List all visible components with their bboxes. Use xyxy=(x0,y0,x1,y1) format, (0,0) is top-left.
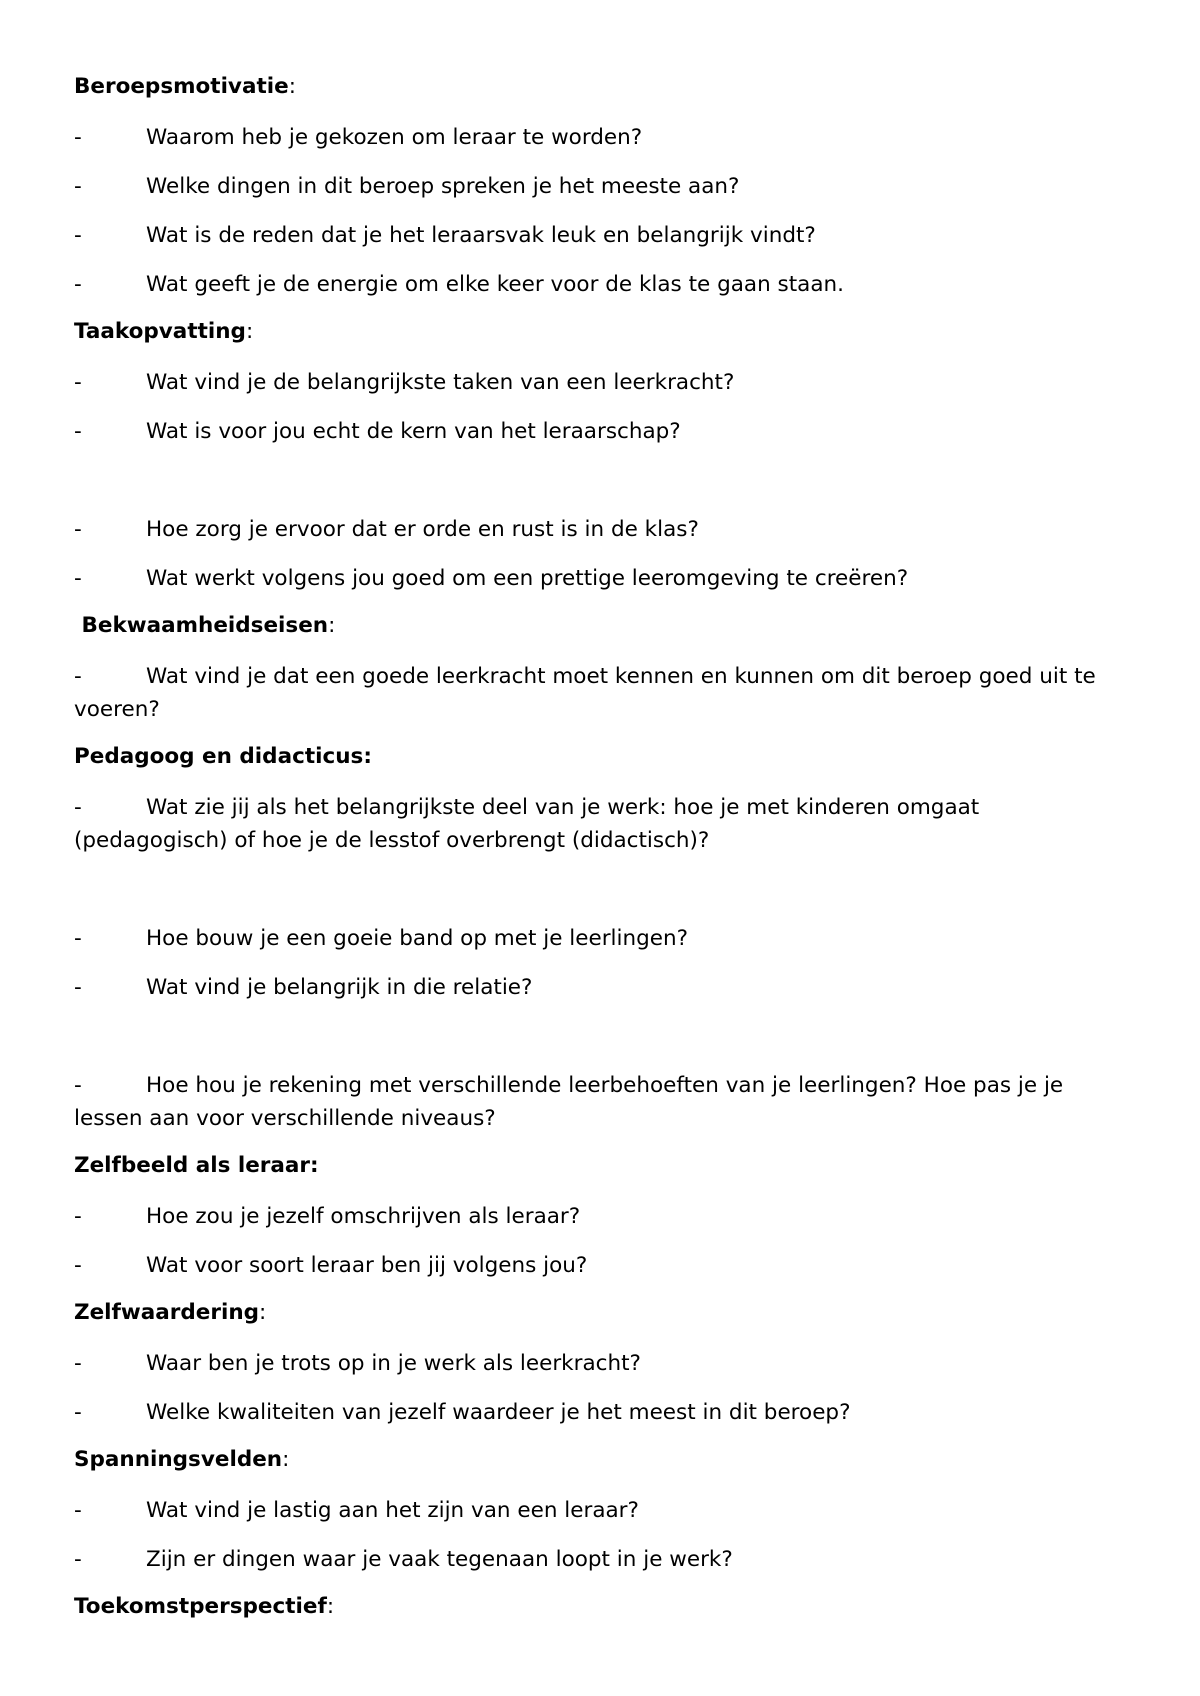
section-heading-zelfwaardering xyxy=(74,1298,266,1328)
item-text: Waar ben je trots op in je werk als leerkracht? xyxy=(146,1351,641,1376)
item-text: Hoe zou je jezelf omschrijven als leraar? xyxy=(146,1204,581,1229)
item-text: Wat vind je de belangrijkste taken van een leerkracht? xyxy=(146,370,735,395)
item-text: Wat vind je belangrijk in die relatie? xyxy=(146,975,533,1000)
list-item xyxy=(74,219,1134,252)
list-item xyxy=(74,1494,1134,1527)
list-item xyxy=(74,415,1134,448)
list-item xyxy=(74,971,1134,1004)
list-item xyxy=(74,660,1134,726)
item-text: Wat vind je dat een goede leerkracht moet kennen en kunnen om dit beroep goed uit te voeren? xyxy=(74,664,1096,722)
bullet-dash: - xyxy=(74,223,82,248)
bullet-dash: - xyxy=(74,1498,82,1523)
heading-title: Pedagoog en didacticus: xyxy=(74,744,372,769)
section-heading-spanningsvelden xyxy=(74,1445,289,1475)
bullet-dash: - xyxy=(74,795,82,820)
list-item xyxy=(74,1249,1134,1282)
bullet-dash: - xyxy=(74,1400,82,1425)
item-text: Wat geeft je de energie om elke keer voor de klas te gaan staan. xyxy=(146,272,844,297)
item-text: Hoe bouw je een goeie band op met je leerlingen? xyxy=(146,926,689,951)
list-item xyxy=(74,268,1134,301)
bullet-dash: - xyxy=(74,370,82,395)
heading-title: Toekomstperspectief xyxy=(74,1594,327,1619)
heading-title: Zelfbeeld als leraar: xyxy=(74,1153,319,1178)
bullet-dash: - xyxy=(74,174,82,199)
bullet-dash: - xyxy=(74,1073,82,1098)
bullet-dash: - xyxy=(74,419,82,444)
heading-suffix: : xyxy=(282,1447,290,1472)
item-text: Hoe hou je rekening met verschillende leerbehoeften van je leerlingen? Hoe pas je je lessen aan voor verschillende niveaus? xyxy=(74,1073,1064,1131)
bullet-dash: - xyxy=(74,1351,82,1376)
item-text: Wat zie jij als het belangrijkste deel van je werk: hoe je met kinderen omgaat (pedagogisch) of hoe je de lesstof overbrengt (didactisch)? xyxy=(74,795,980,853)
list-item xyxy=(74,513,1134,546)
list-item xyxy=(74,170,1134,203)
heading-title: Bekwaamheidseisen xyxy=(74,613,329,638)
bullet-dash: - xyxy=(74,1204,82,1229)
section-heading-zelfbeeld-als-leraar xyxy=(74,1151,319,1181)
bullet-dash: - xyxy=(74,664,82,689)
item-text: Wat voor soort leraar ben jij volgens jou? xyxy=(146,1253,588,1278)
section-heading-bekwaamheidseisen xyxy=(74,611,335,641)
heading-title: Beroepsmotivatie xyxy=(74,74,289,99)
heading-suffix: : xyxy=(245,319,254,344)
section-heading-toekomstperspectief xyxy=(74,1592,334,1622)
list-item xyxy=(74,121,1134,154)
item-text: Welke dingen in dit beroep spreken je het meeste aan? xyxy=(146,174,740,199)
bullet-dash: - xyxy=(74,566,82,591)
heading-title: Zelfwaardering xyxy=(74,1300,260,1325)
bullet-dash: - xyxy=(74,1547,82,1572)
item-text: Wat vind je lastig aan het zijn van een leraar? xyxy=(146,1498,639,1523)
list-item xyxy=(74,1069,1134,1135)
heading-suffix: : xyxy=(328,613,336,638)
list-item xyxy=(74,562,1134,595)
bullet-dash: - xyxy=(74,517,82,542)
list-item xyxy=(74,1543,1134,1576)
list-item xyxy=(74,922,1134,955)
item-text: Wat is de reden dat je het leraarsvak leuk en belangrijk vindt? xyxy=(146,223,816,248)
list-item xyxy=(74,1347,1134,1380)
heading-suffix: : xyxy=(288,74,296,99)
bullet-dash: - xyxy=(74,926,82,951)
item-text: Hoe zorg je ervoor dat er orde en rust is in de klas? xyxy=(146,517,699,542)
section-heading-taakopvatting xyxy=(74,317,253,347)
section-heading-pedagoog-en-didacticus xyxy=(74,742,372,772)
item-text: Welke kwaliteiten van jezelf waardeer je het meest in dit beroep? xyxy=(146,1400,851,1425)
list-item xyxy=(74,791,1134,857)
item-text: Zijn er dingen waar je vaak tegenaan loopt in je werk? xyxy=(146,1547,733,1572)
item-text: Waarom heb je gekozen om leraar te worden? xyxy=(146,125,643,150)
heading-title: Taakopvatting xyxy=(74,319,246,344)
bullet-dash: - xyxy=(74,975,82,1000)
list-item xyxy=(74,366,1134,399)
item-text: Wat is voor jou echt de kern van het leraarschap? xyxy=(146,419,681,444)
heading-suffix: : xyxy=(326,1594,335,1619)
heading-suffix: : xyxy=(259,1300,267,1325)
heading-title: Spanningsvelden xyxy=(74,1447,283,1472)
list-item xyxy=(74,1396,1134,1429)
item-text: Wat werkt volgens jou goed om een prettige leeromgeving te creëren? xyxy=(146,566,909,591)
list-item xyxy=(74,1200,1134,1233)
bullet-dash: - xyxy=(74,272,82,297)
bullet-dash: - xyxy=(74,125,82,150)
bullet-dash: - xyxy=(74,1253,82,1278)
section-heading-beroepsmotivatie xyxy=(74,72,296,102)
